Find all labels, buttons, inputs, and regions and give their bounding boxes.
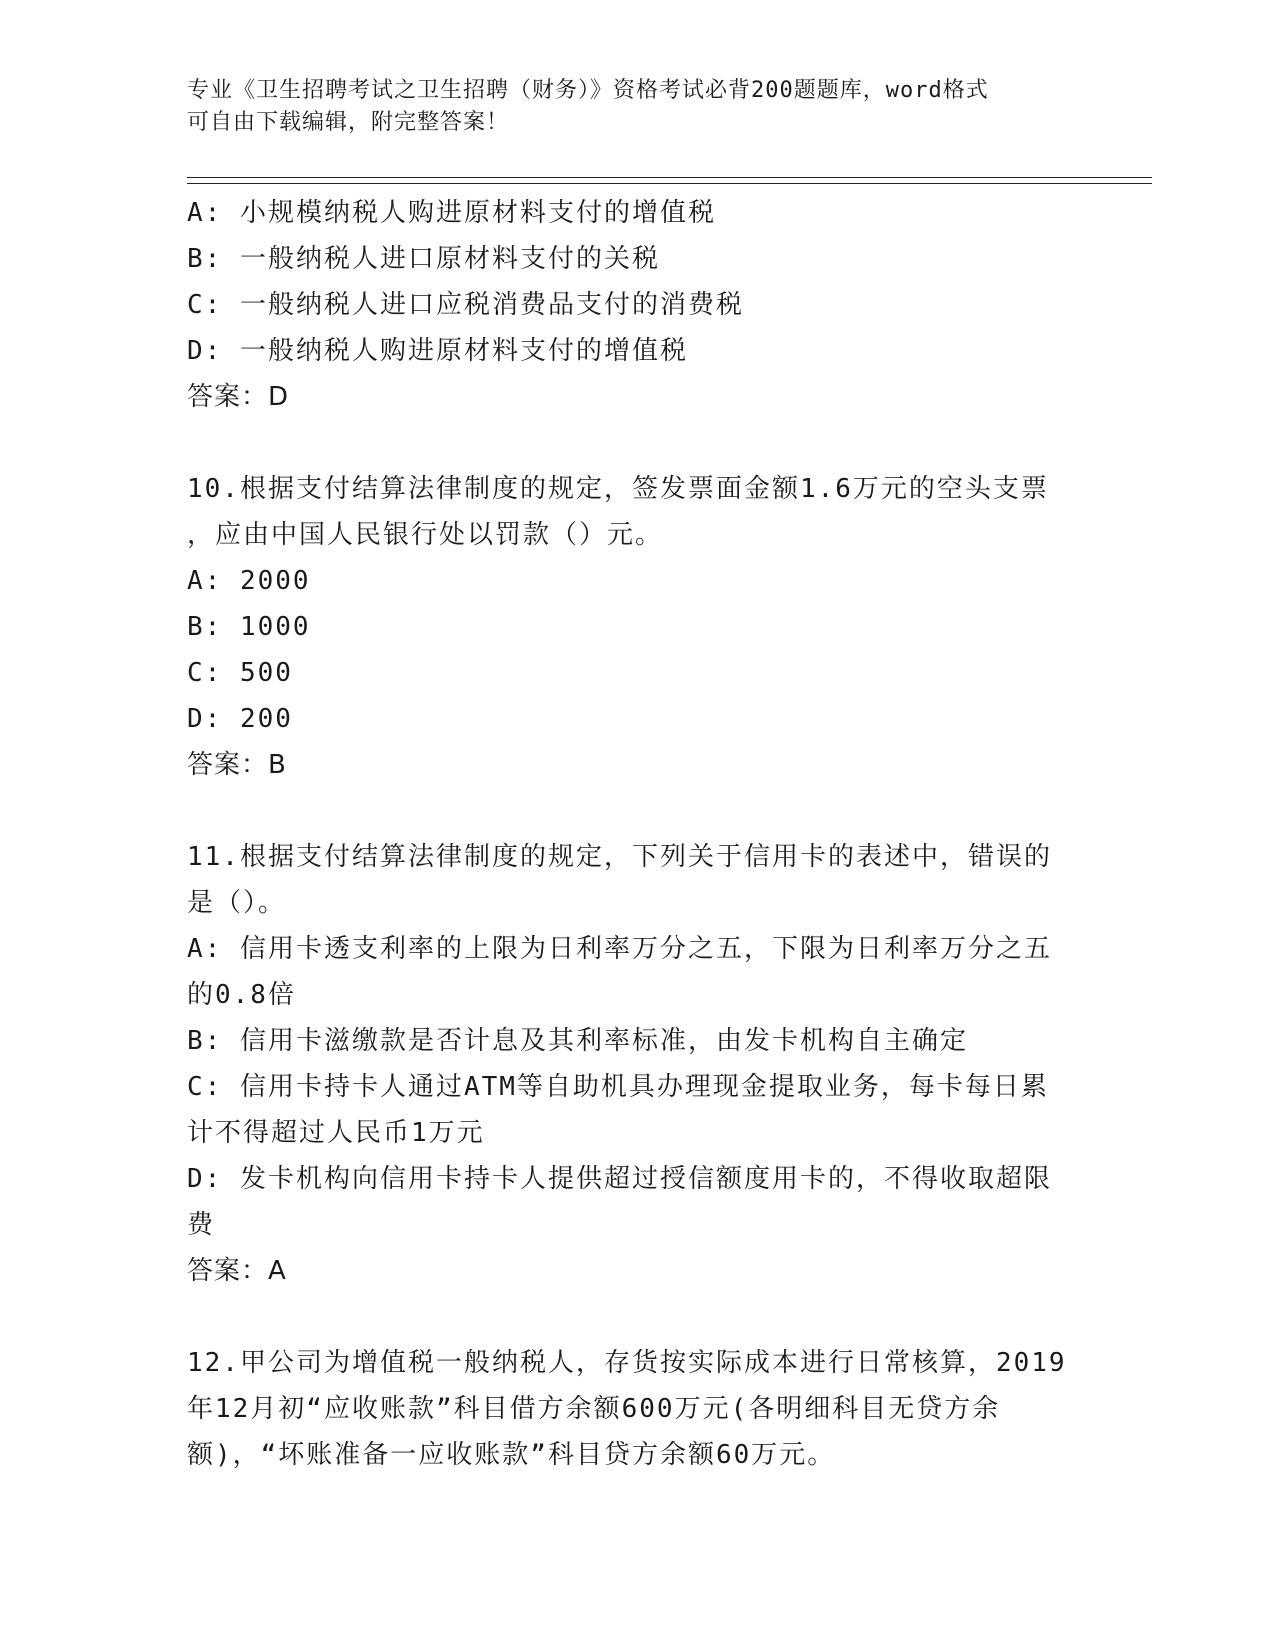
option-a: A: 2000 <box>187 566 311 596</box>
option-c-cont: 计不得超过人民币1万元 <box>187 1118 485 1148</box>
header-line-2: 可自由下载编辑，附完整答案！ <box>187 110 510 135</box>
option-b: B: 1000 <box>187 612 311 642</box>
question-list <box>187 190 1077 1478</box>
answer: 答案：B <box>187 750 287 780</box>
option-a-cont: 的0.8倍 <box>187 980 296 1010</box>
option-a: A: 小规模纳税人购进原材料支付的增值税 <box>187 198 716 228</box>
header-divider-bottom <box>187 183 1152 184</box>
question-12 <box>187 1340 1077 1478</box>
question-stem: 11.根据支付结算法律制度的规定，下列关于信用卡的表述中，错误的 <box>187 842 1052 872</box>
option-b: B: 信用卡滋缴款是否计息及其利率标准，由发卡机构自主确定 <box>187 1026 968 1056</box>
question-stem: 12.甲公司为增值税一般纳税人，存货按实际成本进行日常核算，2019 <box>187 1348 1067 1378</box>
question-gap <box>187 788 1077 834</box>
option-c: C: 一般纳税人进口应税消费品支付的消费税 <box>187 290 744 320</box>
document-header <box>187 75 1067 139</box>
header-line-1: 专业《卫生招聘考试之卫生招聘（财务）》资格考试必背200题题库，word格式 <box>187 78 989 103</box>
option-d: D: 一般纳税人购进原材料支付的增值税 <box>187 336 688 366</box>
question-stem-cont: 年12月初“应收账款”科目借方余额600万元(各明细科目无贷方余 <box>187 1394 1001 1424</box>
question-stem-cont: ，应由中国人民银行处以罚款（）元。 <box>187 520 664 550</box>
option-b: B: 一般纳税人进口原材料支付的关税 <box>187 244 660 274</box>
question-9 <box>187 190 1077 420</box>
question-stem: 10.根据支付结算法律制度的规定，签发票面金额1.6万元的空头支票 <box>187 474 1049 504</box>
option-d: D: 200 <box>187 704 293 734</box>
answer: 答案：A <box>187 1256 287 1286</box>
option-a: A: 信用卡透支利率的上限为日利率万分之五，下限为日利率万分之五 <box>187 934 1052 964</box>
question-gap <box>187 420 1077 466</box>
header-divider-top <box>187 177 1152 178</box>
option-c: C: 500 <box>187 658 293 688</box>
question-gap <box>187 1294 1077 1340</box>
answer: 答案：D <box>187 382 290 412</box>
option-d: D: 发卡机构向信用卡持卡人提供超过授信额度用卡的，不得收取超限 <box>187 1164 1052 1194</box>
option-c: C: 信用卡持卡人通过ATM等自助机具办理现金提取业务，每卡每日累 <box>187 1072 1049 1102</box>
question-11 <box>187 834 1077 1294</box>
question-stem-cont: 额)，“坏账准备一应收账款”科目贷方余额60万元。 <box>187 1440 836 1470</box>
question-stem-cont: 是（）。 <box>187 888 287 918</box>
question-10 <box>187 466 1077 788</box>
option-d-cont: 费 <box>187 1210 216 1240</box>
